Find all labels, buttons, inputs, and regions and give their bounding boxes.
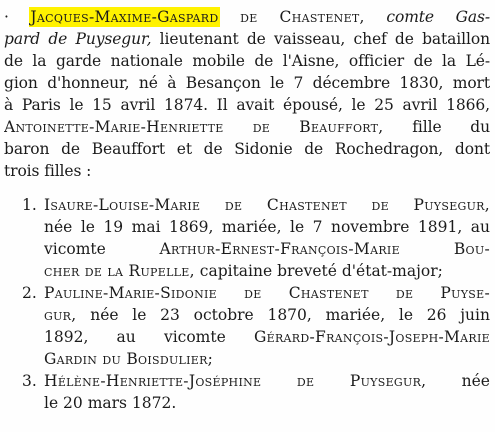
body-text: née <box>461 372 490 390</box>
spouse-name: Arthur-Ernest-François-Marie Bou- <box>159 240 490 258</box>
text-line: née le 19 mai 1869, mariée, le 7 novembre 1891, au <box>44 218 490 236</box>
genealogy-entry-paragraph <box>4 6 490 182</box>
text-line <box>44 238 490 260</box>
list-item <box>22 194 490 282</box>
text-line: le 20 mars 1872. <box>44 394 177 412</box>
text-line <box>44 348 490 370</box>
spouse-name: Antoinette-Marie-Henriette de Beauffort, <box>4 118 384 136</box>
bullet-dot: · <box>4 8 9 26</box>
body-text: vicomte <box>44 240 106 258</box>
text-line: gion d'honneur, né à Besançon le 7 décembre 1830, mort <box>4 74 490 92</box>
text-line: à Paris le 15 avril 1874. Il avait épousé, le 25 avril 1866, <box>4 96 490 114</box>
item-number: 1. <box>22 196 37 214</box>
highlighted-name: Jacques-Maxime-Gaspard <box>30 8 219 26</box>
spouse-name: cher de la Rupelle, <box>44 262 195 280</box>
text-line: baron de Beauffort et de Sidonie de Rochedragon, dont <box>4 140 490 158</box>
child-name: Isaure-Louise-Marie de Chastenet de Puysegur, <box>44 196 490 214</box>
child-name: Pauline-Marie-Sidonie de Chastenet de Puyse- <box>44 284 490 302</box>
text-line <box>44 304 490 326</box>
text-line <box>44 194 490 216</box>
text-line <box>4 6 490 28</box>
body-text: 1892, au vicomte <box>44 328 226 346</box>
item-number: 3. <box>22 372 37 390</box>
body-text: née le 23 octobre 1870, mariée, le 26 juin <box>90 306 490 324</box>
text-line: de la garde nationale mobile de l'Aisne, officier de la Lé- <box>4 52 490 70</box>
text-line: trois filles : <box>4 162 92 180</box>
list-item <box>22 282 490 370</box>
body-text: lieutenant de vaisseau, chef de bataillon <box>159 30 490 48</box>
child-name: Hélène-Henriette-Joséphine de Puysegur, <box>44 372 427 390</box>
list-item <box>22 370 490 414</box>
text-line <box>4 116 490 138</box>
spouse-name: Gérard-François-Joseph-Marie <box>253 328 490 346</box>
child-name: gur, <box>44 306 77 324</box>
children-list <box>22 194 490 414</box>
text-line <box>44 282 490 304</box>
text-line <box>44 260 490 282</box>
spouse-name: Gardin du Boisdulier; <box>44 350 214 368</box>
text-line <box>44 370 490 392</box>
surname-text: de Chastenet, <box>240 8 365 26</box>
title-text: comte Gas- <box>386 8 490 26</box>
title-text: pard de Puysegur, <box>4 30 152 48</box>
text-line <box>44 326 490 348</box>
item-number: 2. <box>22 284 37 302</box>
body-text: capitaine breveté d'état-major; <box>199 262 443 280</box>
text-line <box>4 28 490 50</box>
body-text: fille du <box>412 118 490 136</box>
